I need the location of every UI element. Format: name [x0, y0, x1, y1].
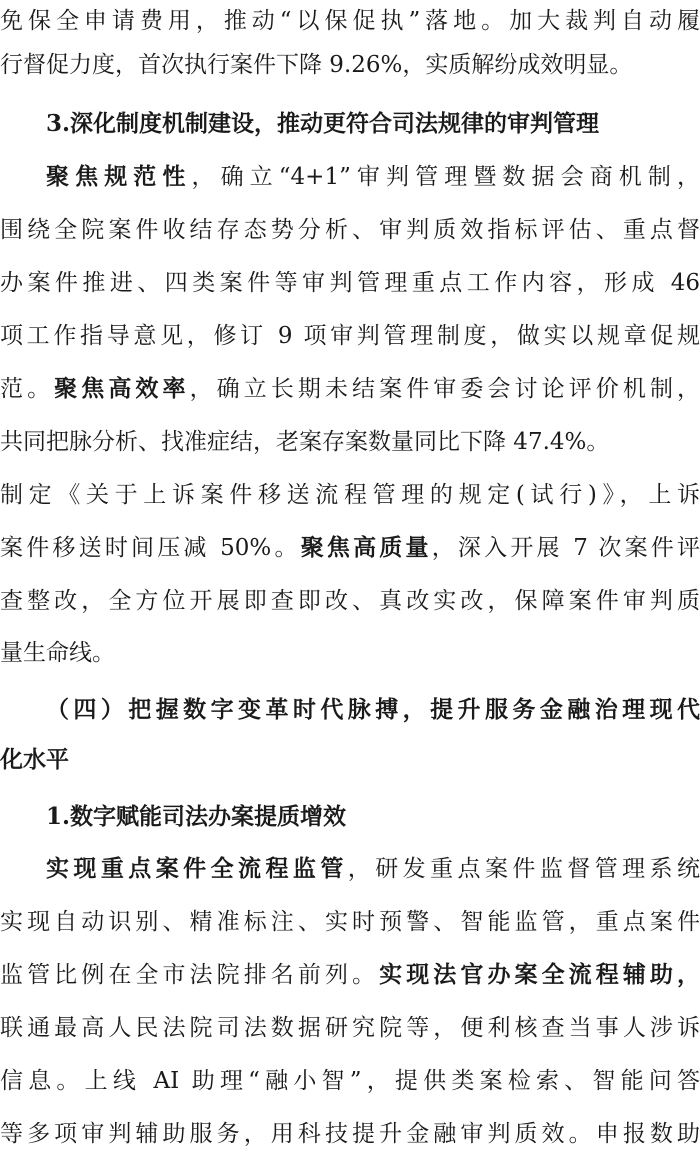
text-line-2: 行督促力度，首次执行案件下降 9.26%，实质解纷成效明显。: [0, 52, 633, 78]
text-line-10: 制定《关于上诉案件移送流程管理的规定(试行)》，上诉: [0, 482, 700, 508]
subsection-heading-1: 1.数字赋能司法办案提质增效: [46, 803, 347, 830]
text-line-8: 范。聚焦高效率，确立长期未结案件审委会讨论评价机制，: [0, 375, 700, 402]
text-line-21: 信息。上线 AI 助理“融小智”，提供类案检索、智能问答: [0, 1068, 700, 1094]
text-line-4: 聚焦规范性，确立“4+1”审判管理暨数据会商机制，: [46, 163, 700, 190]
text-line-9: 共同把脉分析、找准症结，老案存案数量同比下降 47.4%。: [0, 429, 610, 455]
text-line-18: 实现自动识别、精准标注、实时预警、智能监管，重点案件: [0, 909, 700, 935]
text-line-17: 实现重点案件全流程监管，研发重点案件监督管理系统: [46, 855, 700, 882]
text-line-22: 等多项审判辅助服务，用科技提升金融审判质效。申报数助: [0, 1121, 700, 1147]
text-line-1: 免保全申请费用，推动“以保促执”落地。加大裁判自动履: [0, 8, 700, 34]
text-line-13: 量生命线。: [0, 640, 115, 666]
text-line-19: 监管比例在全市法院排名前列。实现法官办案全流程辅助，: [0, 961, 700, 988]
section-heading-3: 3.深化制度机制建设，推动更符合司法规律的审判管理: [46, 110, 600, 137]
text-line-6: 办案件推进、四类案件等审判管理重点工作内容，形成 46: [0, 270, 700, 296]
text-line-7: 项工作指导意见，修订 9 项审判管理制度，做实以规章促规: [0, 323, 700, 349]
text-line-20: 联通最高人民法院司法数据研究院等，便利核查当事人涉诉: [0, 1015, 700, 1041]
text-line-11: 案件移送时间压减 50%。聚焦高质量，深入开展 7 次案件评: [0, 534, 700, 561]
section-heading-4: （四）把握数字变革时代脉搏，提升服务金融治理现代: [46, 696, 700, 723]
text-line-12: 查整改，全方位开展即查即改、真改实改，保障案件审判质: [0, 588, 700, 614]
section-heading-4-cont: 化水平: [0, 746, 69, 773]
text-line-5: 围绕全院案件收结存态势分析、审判质效指标评估、重点督: [0, 217, 700, 243]
